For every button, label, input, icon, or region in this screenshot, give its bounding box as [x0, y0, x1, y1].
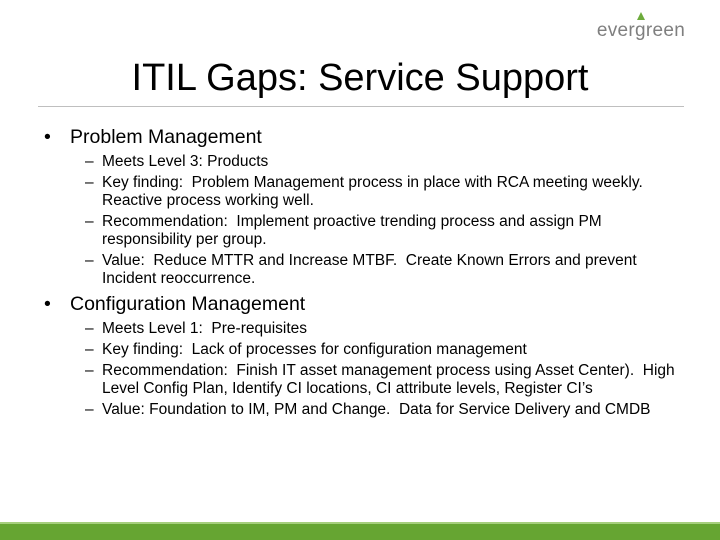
- section-heading: Configuration Management: [70, 293, 306, 315]
- sub-bullet-text: Recommendation: Implement proactive trending process and assign PM responsibility per group.: [102, 213, 607, 248]
- sub-bullet-item: [44, 252, 684, 288]
- dash-icon: –: [85, 401, 94, 418]
- sub-bullet-text: Meets Level 1: Pre-requisites: [102, 320, 308, 337]
- evergreen-logo: [596, 12, 686, 41]
- sub-bullet-text: Key finding: Lack of processes for configuration management: [102, 341, 527, 358]
- sub-bullet-text: Recommendation: Finish IT asset management process using Asset Center). High Level Config Plan, Identify CI locations, CI attribute levels, Register CI’s: [102, 362, 679, 397]
- dash-icon: –: [85, 153, 94, 170]
- sub-bullet-item: [44, 320, 684, 338]
- sub-bullet-item: [44, 174, 684, 210]
- logo-text: evergreen: [596, 20, 686, 41]
- dash-icon: –: [85, 362, 94, 379]
- section-heading: Problem Management: [70, 126, 262, 148]
- dash-icon: –: [85, 252, 94, 269]
- bullet-item: [44, 292, 684, 317]
- sub-bullet-text: Value: Foundation to IM, PM and Change. Data for Service Delivery and CMDB: [102, 401, 651, 418]
- dash-icon: –: [85, 341, 94, 358]
- sub-bullet-item: [44, 213, 684, 249]
- title-divider: [38, 106, 684, 107]
- dash-icon: –: [85, 213, 94, 230]
- bullet-item: [44, 125, 684, 150]
- dash-icon: –: [85, 320, 94, 337]
- sub-bullet-text: Key finding: Problem Management process in place with RCA meeting weekly. Reactive process working well.: [102, 174, 652, 209]
- sub-bullet-item: [44, 401, 684, 419]
- dash-icon: –: [85, 174, 94, 191]
- sub-bullet-item: [44, 362, 684, 398]
- bullet-icon: •: [44, 293, 51, 315]
- sub-bullet-text: Value: Reduce MTTR and Increase MTBF. Create Known Errors and prevent Incident reoccurrence.: [102, 252, 642, 287]
- sub-bullet-list: [44, 320, 684, 419]
- tree-icon: [637, 12, 645, 20]
- sub-bullet-item: [44, 341, 684, 359]
- slide-title: ITIL Gaps: Service Support: [131, 57, 589, 99]
- sub-bullet-item: [44, 153, 684, 171]
- sub-bullet-text: Meets Level 3: Products: [102, 153, 269, 170]
- section-problem-management: [44, 125, 684, 288]
- bullet-icon: •: [44, 126, 51, 148]
- section-configuration-management: [44, 292, 684, 419]
- slide-content: [44, 125, 684, 423]
- footer-bar: [0, 524, 720, 540]
- sub-bullet-list: [44, 153, 684, 288]
